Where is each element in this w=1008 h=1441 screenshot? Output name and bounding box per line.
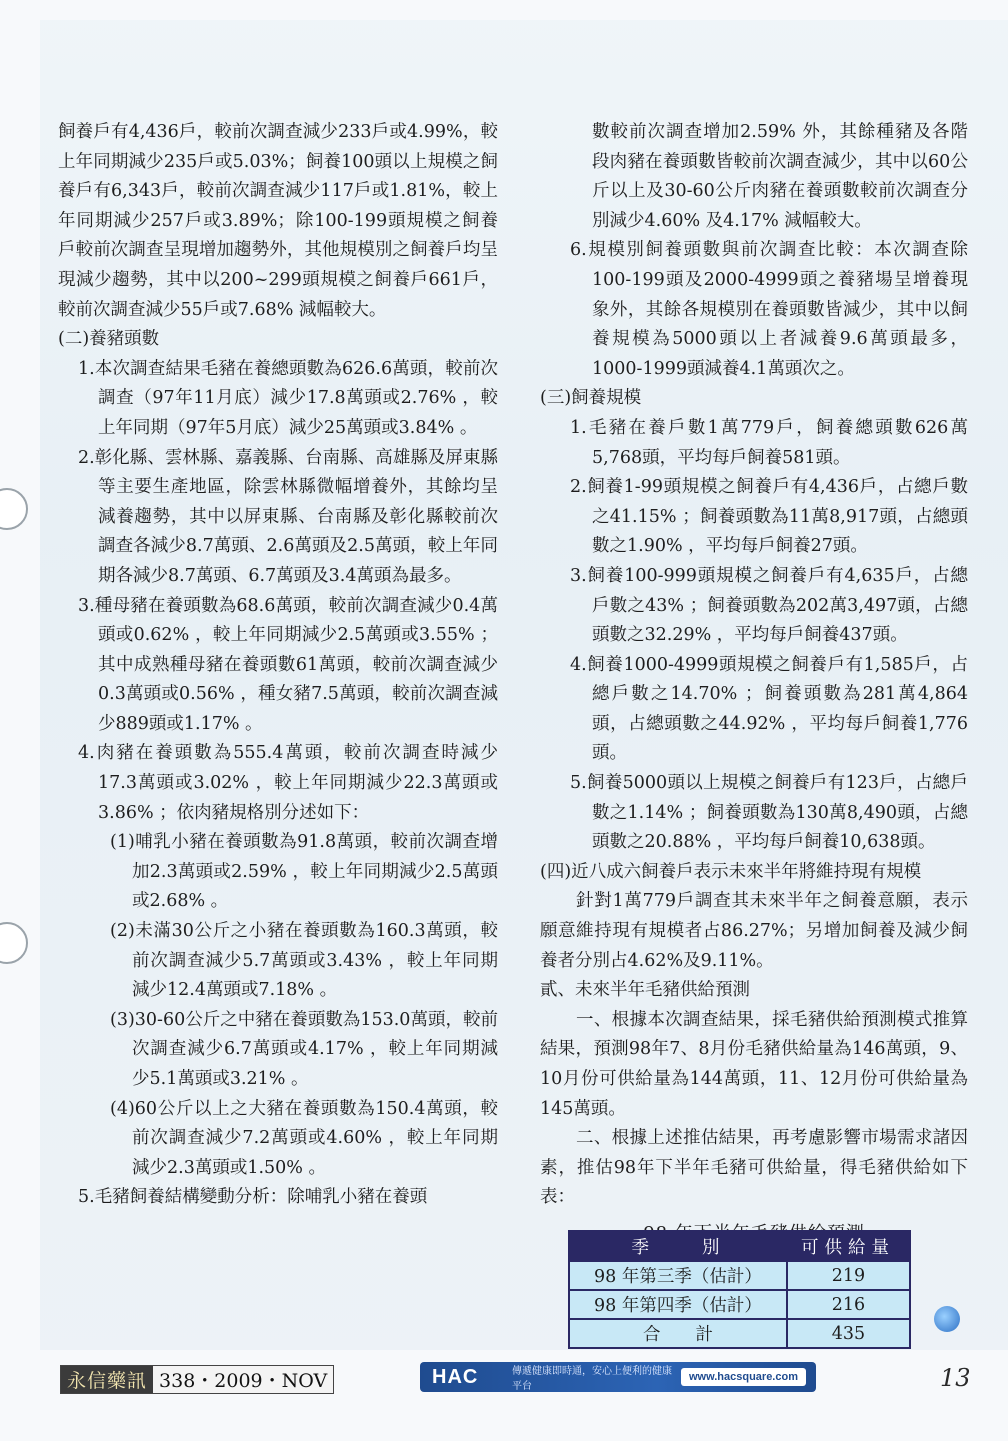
binder-hole-bottom [0, 922, 28, 964]
list-item: 4.飼養1000-4999頭規模之飼養戶有1,585戶，占總戶數之14.70% ；飼養頭數為281萬4,864頭，占總頭數之44.92% ，平均每戶飼養1,776頭。 [570, 654, 968, 764]
table-cell-label: 98 年第四季（估計） [569, 1290, 787, 1319]
paragraph: 針對1萬779戶調查其未來半年之飼養意願，表示願意維持現有規模者占86.27%；另增加飼養及減少飼養者分別占4.62%及9.11%。 [540, 891, 968, 971]
sub-list-item: (1)哺乳小豬在養頭數為91.8萬頭，較前次調查增加2.3萬頭或2.59% ，較上年同期減少2.5萬頭或2.68% 。 [110, 832, 498, 912]
hac-logo: HAC [432, 1365, 479, 1388]
list-item: 4.肉豬在養頭數為555.4萬頭，較前次調查時減少17.3萬頭或3.02% ，較上年同期減少22.3萬頭或3.86% ；依肉豬規格別分述如下： [78, 743, 498, 823]
paragraph: 一、根據本次調查結果，採毛豬供給預測模式推算結果，預測98年7、8月份毛豬供給量為146萬頭，9、10月份可供給量為144萬頭，11、12月份可供給量為145萬頭。 [540, 1009, 968, 1119]
section-heading-intention: (四)近八成六飼養戶表示未來半年將維持現有規模 [540, 861, 922, 882]
intro-paragraph: 飼養戶有4,436戶，較前次調查減少233戶或4.99%，較上年同期減少235戶或5.03%；飼養100頭以上規模之飼養戶有6,343戶，較前次調查減少117戶或1.81%，較上年同期減少257戶或3.89%；除100-199頭規模之飼養戶較前次調查呈現增加趨勢外，其他規模別之飼養戶均呈現減少趨勢，其中以200~299頭規模之飼養戶661戶，較前次調查減少55戶或7.68% 減幅較大。 [58, 122, 498, 320]
list-item: 3.種母豬在養頭數為68.6萬頭，較前次調查減少0.4萬頭或0.62% ，較上年同期減少2.5萬頭或3.55% ；其中成熟種母豬在養頭數61萬頭，較前次調查減少0.3萬頭或0.56% ，種女豬7.5萬頭，較前次調查減少889頭或1.17% 。 [78, 595, 498, 734]
table-cell-label: 98 年第三季（估計） [569, 1261, 787, 1290]
list-item: 1.毛豬在養戶數1萬779戶，飼養總頭數626萬5,768頭，平均每戶飼養581頭。 [570, 417, 968, 468]
table-cell-value: 435 [787, 1319, 910, 1348]
column-header: 季 別 [569, 1231, 787, 1261]
table-cell-label: 合 計 [569, 1319, 787, 1348]
table-header-row [569, 1231, 910, 1261]
list-item: 3.飼養100-999頭規模之飼養戶有4,635戶，占總戶數之43% ；飼養頭數為202萬3,497頭，占總頭數之32.29% ，平均每戶飼養437頭。 [570, 565, 968, 646]
issue-info: 338・2009・NOV [153, 1366, 333, 1393]
list-item: 5.飼養5000頭以上規模之飼養戶有123戶，占總戶數之1.14% ；飼養頭數為130萬8,490頭，占總頭數之20.88% ，平均每戶飼養10,638頭。 [570, 773, 968, 853]
decorative-logo-icon [934, 1306, 960, 1332]
list-item: 5.毛豬飼養結構變動分析：除哺乳小豬在養頭 [78, 1187, 428, 1208]
table-row-total [569, 1319, 910, 1348]
section-heading-pig-count: (二)養豬頭數 [58, 329, 160, 350]
footer-brand [60, 1365, 334, 1394]
magazine-name: 永信藥訊 [61, 1366, 153, 1393]
table-cell-value: 219 [787, 1261, 910, 1290]
list-item: 6.規模別飼養頭數與前次調查比較：本次調查除100-199頭及2000-4999頭之養豬場呈增養現象外，其餘各規模別在養頭數皆減少，其中以飼養規模為5000頭以上者減養9.6萬頭最多，1000-1999頭減養4.1萬頭次之。 [570, 240, 968, 379]
page-number: 13 [940, 1364, 971, 1392]
sub-list-item: (2)未滿30公斤之小豬在養頭數為160.3萬頭，較前次調查減少5.7萬頭或3.43% ，較上年同期減少12.4萬頭或7.18% 。 [110, 921, 498, 1001]
column-header: 可供給量 [787, 1231, 910, 1261]
table-row [569, 1290, 910, 1319]
right-column [540, 118, 968, 1276]
list-item: 2.彰化縣、雲林縣、嘉義縣、台南縣、高雄縣及屏東縣等主要生產地區，除雲林縣微幅增養外，其餘均呈減養趨勢，其中以屏東縣、台南縣及彰化縣較前次調查各減少8.7萬頭、2.6萬頭及2.5萬頭，較上年同期各減少8.7萬頭、6.7萬頭及3.4萬頭為最多。 [78, 447, 498, 586]
part-heading-supply-forecast: 貳、未來半年毛豬供給預測 [540, 980, 750, 1001]
list-item: 2.飼養1-99頭規模之飼養戶有4,436戶，占總戶數之41.15% ；飼養頭數為11萬8,917頭，占總頭數之1.90% ，平均每戶飼養27頭。 [570, 477, 968, 557]
list-item: 1.本次調查結果毛豬在養總頭數為626.6萬頭，較前次調查（97年11月底）減少17.8萬頭或2.76% ，較上年同期（97年5月底）減少25萬頭或3.84% 。 [78, 358, 498, 438]
hac-url-link[interactable]: www.hacsquare.com [681, 1368, 806, 1386]
hac-slogan: 傳遞健康即時通，安心上便利的健康平台 [512, 1366, 672, 1392]
hac-ad-banner[interactable] [420, 1362, 816, 1392]
sub-list-item: (4)60公斤以上之大豬在養頭數為150.4萬頭，較前次調查減少7.2萬頭或4.60% ，較上年同期減少2.3萬頭或1.50% 。 [110, 1098, 498, 1178]
left-column [58, 118, 498, 1213]
section-heading-farm-scale: (三)飼養規模 [540, 388, 642, 409]
table-cell-value: 216 [787, 1290, 910, 1319]
paragraph: 二、根據上述推估結果，再考慮影響市場需求諸因素，推估98年下半年毛豬可供給量，得毛豬供給如下表： [540, 1128, 968, 1208]
table-row [569, 1261, 910, 1290]
continued-paragraph: 數較前次調查增加2.59% 外，其餘種豬及各階段肉豬在養頭數皆較前次調查減少，其中以60公斤以上及30-60公斤肉豬在養頭數較前次調查分別減少4.60% 及4.17% 減幅較大。 [592, 122, 968, 231]
supply-forecast-table [568, 1230, 911, 1349]
binder-hole-top [0, 488, 28, 530]
sub-list-item: (3)30-60公斤之中豬在養頭數為153.0萬頭，較前次調查減少6.7萬頭或4.17% ，較上年同期減少5.1萬頭或3.21% 。 [110, 1009, 498, 1089]
